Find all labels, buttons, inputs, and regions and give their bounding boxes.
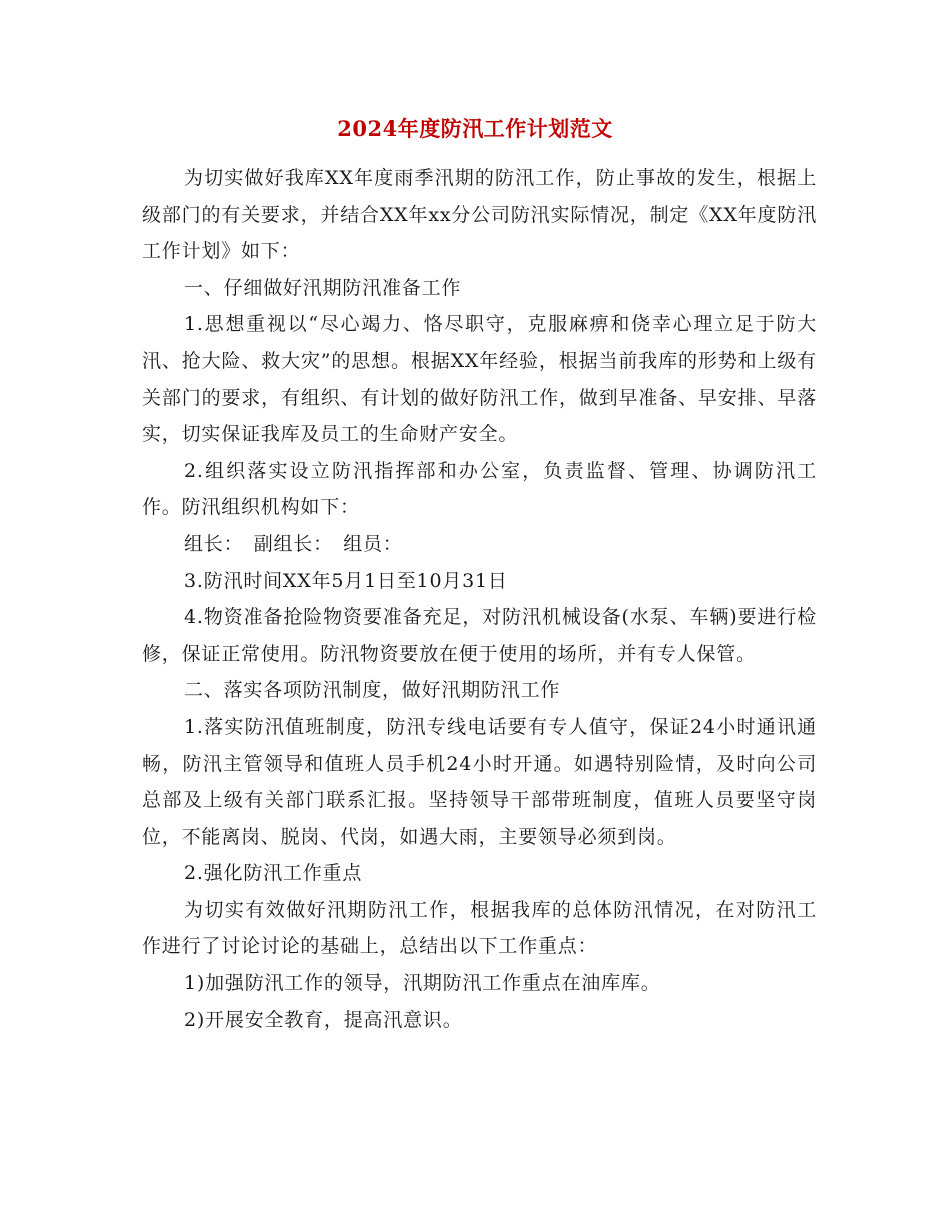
paragraph-item-2-2: 2.强化防汛工作重点 — [184, 862, 363, 885]
paragraph-item-1-2: 2.组织落实设立防汛指挥部和办公室，负责监督、管理、协调防汛工作。防汛组织机构如下： — [142, 459, 817, 519]
paragraph-item-1-4: 4.物资准备抢险物资要准备充足，对防汛机械设备(水泵、车辆)要进行检修，保证正常使用。防汛物资要放在便于使用的场所，并有专人保管。 — [142, 606, 817, 665]
document-body — [142, 160, 817, 1038]
paragraph-organization-roles: 组长： 副组长： 组员： — [184, 532, 403, 555]
section-heading-1: 一、仔细做好汛期防汛准备工作 — [184, 276, 462, 299]
list-item-key-point-1: 1)加强防汛工作的领导，汛期防汛工作重点在油库库。 — [184, 972, 661, 995]
section-heading-2: 二、落实各项防汛制度，做好汛期防汛工作 — [184, 679, 561, 702]
paragraph-item-2-1: 1.落实防汛值班制度，防汛专线电话要有专人值守，保证24小时通讯通畅，防汛主管领导和值班人员手机24小时开通。如遇特别险情，及时向公司总部及上级有关部门联系汇报。坚持领导干部带班制度，值班人员要坚守岗位，不能离岗、脱岗、代岗，如遇大雨，主要领导必须到岗。 — [142, 715, 817, 848]
paragraph-intro: 为切实做好我库XX年度雨季汛期的防汛工作，防止事故的发生，根据上级部门的有关要求，并结合XX年xx分公司防汛实际情况，制定《XX年度防汛工作计划》如下： — [142, 167, 817, 263]
paragraph-item-1-1: 1.思想重视以“尽心竭力、恪尽职守，克服麻痹和侥幸心理立足于防大汛、抢大险、救大灾”的思想。根据XX年经验，根据当前我库的形势和上级有关部门的要求，有组织、有计划的做好防汛工作，做到早准备、早安排、早落实，切实保证我库及员工的生命财产安全。 — [142, 313, 817, 446]
paragraph-item-1-3: 3.防汛时间XX年5月1日至10月31日 — [184, 569, 508, 592]
paragraph-key-points-intro: 为切实有效做好汛期防汛工作，根据我库的总体防汛情况，在对防汛工作进行了讨论讨论的基础上，总结出以下工作重点： — [142, 898, 817, 958]
document-title: 2024年度防汛工作计划范文 — [337, 116, 613, 141]
list-item-key-point-2: 2)开展安全教育，提高汛意识。 — [184, 1008, 463, 1031]
